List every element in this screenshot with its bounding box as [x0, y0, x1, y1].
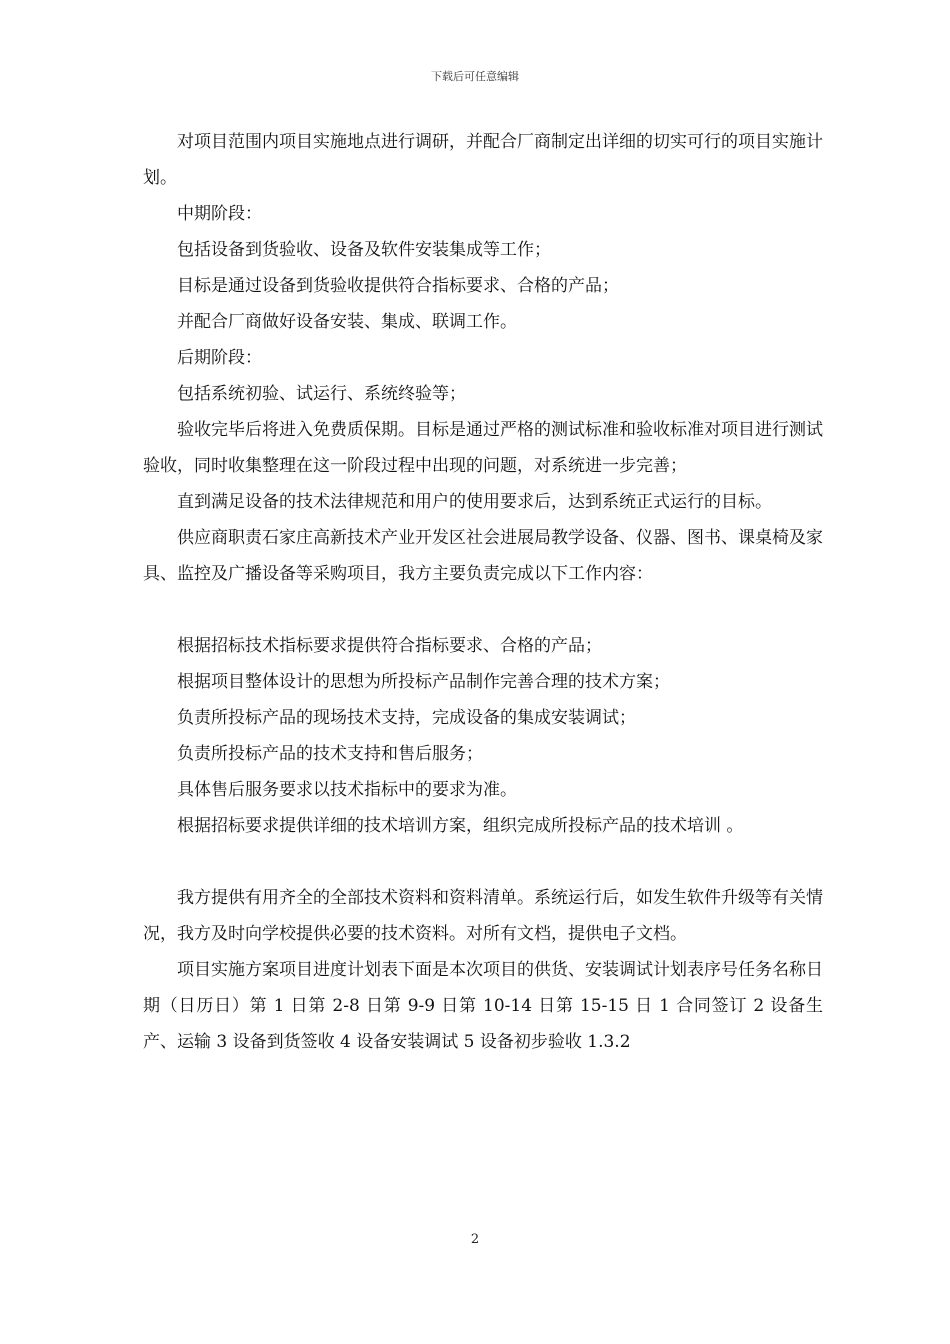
- paragraph: 对项目范围内项目实施地点进行调研，并配合厂商制定出详细的切实可行的项目实施计划。: [143, 132, 823, 188]
- paragraph: 项目实施方案项目进度计划表下面是本次项目的供货、安装调试计划表序号任务名称日期（日历日）第 1 日第 2-8 日第 9-9 日第 10-14 日第 15-15 日 1 合同签订 2 设备生产、运输 3 设备到货签收 4 设备安装调试 5 设备初步验收 1.3.2: [143, 960, 823, 1052]
- paragraph: 具体售后服务要求以技术指标中的要求为准。: [177, 780, 517, 800]
- paragraph: 后期阶段：: [177, 348, 262, 368]
- blank-line: [143, 592, 823, 628]
- paragraph: 中期阶段：: [177, 204, 262, 224]
- paragraph: 验收完毕后将进入免费质保期。目标是通过严格的测试标准和验收标准对项目进行测试验收，同时收集整理在这一阶段过程中出现的问题，对系统进一步完善；: [143, 420, 823, 476]
- paragraph: 根据招标技术指标要求提供符合指标要求、合格的产品；: [177, 636, 602, 656]
- document-body: [143, 124, 823, 1060]
- paragraph: 负责所投标产品的现场技术支持，完成设备的集成安装调试；: [177, 708, 636, 728]
- paragraph: 供应商职责石家庄高新技术产业开发区社会进展局教学设备、仪器、图书、课桌椅及家具、监控及广播设备等采购项目，我方主要负责完成以下工作内容：: [143, 528, 823, 584]
- blank-line: [143, 844, 823, 880]
- paragraph: 根据招标要求提供详细的技术培训方案，组织完成所投标产品的技术培训 。: [177, 816, 744, 836]
- page-number: 2: [470, 1232, 480, 1247]
- paragraph: 包括系统初验、试运行、系统终验等；: [177, 384, 466, 404]
- paragraph: 根据项目整体设计的思想为所投标产品制作完善合理的技术方案；: [177, 672, 670, 692]
- page-header: 下载后可任意编辑: [431, 70, 519, 83]
- paragraph: 直到满足设备的技术法律规范和用户的使用要求后，达到系统正式运行的目标。: [177, 492, 772, 512]
- paragraph: 负责所投标产品的技术支持和售后服务；: [177, 744, 483, 764]
- paragraph: 并配合厂商做好设备安装、集成、联调工作。: [177, 312, 517, 332]
- paragraph: 包括设备到货验收、设备及软件安装集成等工作；: [177, 240, 551, 260]
- paragraph: 目标是通过设备到货验收提供符合指标要求、合格的产品；: [177, 276, 619, 296]
- paragraph: 我方提供有用齐全的全部技术资料和资料清单。系统运行后，如发生软件升级等有关情况，我方及时向学校提供必要的技术资料。对所有文档，提供电子文档。: [143, 888, 823, 944]
